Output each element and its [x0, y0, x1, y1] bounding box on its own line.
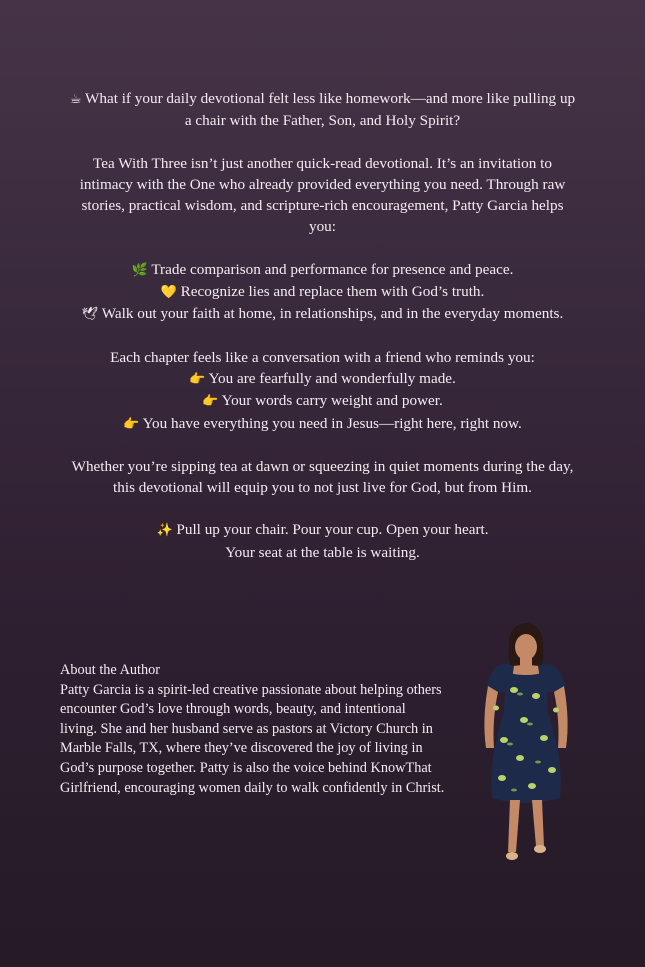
author-bio-line: Girlfriend, encouraging women daily to walk confidently in Christ.	[60, 779, 445, 796]
description-line: intimacy with the One who already provided everything you need. Through raw	[79, 175, 566, 193]
pointing-hand-icon: 👉	[202, 394, 219, 410]
author-bio-line: Marble Falls, TX, where they’ve discovered the joy of living in	[60, 740, 423, 757]
intro-line-1: ☕ What if your daily devotional felt less like homework—and more like pulling up	[69, 90, 576, 107]
tea-cup-icon: ☕	[69, 92, 82, 107]
book-blurb	[40, 88, 605, 563]
author-photo	[474, 620, 578, 870]
cta-line-1: ✨ Pull up your chair. Pour your cup. Open your heart.	[156, 521, 489, 539]
author-bio-line: Patty Garcia is a spirit-led creative passionate about helping others	[60, 681, 442, 698]
author-bio-line: God’s purpose together. Patty is also the voice behind KnowThat	[60, 759, 432, 776]
cta-line-2: Your seat at the table is waiting.	[225, 543, 420, 561]
pointing-hand-icon: 👉	[189, 371, 206, 387]
benefit-item: 🌿 Trade comparison and performance for presence and peace.	[131, 260, 514, 278]
closing-line: this devotional will equip you to not just live for God, but from Him.	[113, 479, 532, 497]
about-the-author	[60, 661, 465, 798]
author-bio-line: living. She and her husband serve as pastors at Victory Church in	[60, 720, 433, 737]
reminder-item: 👉 You have everything you need in Jesus—right here, right now.	[123, 414, 522, 432]
description-line: Tea With Three isn’t just another quick-read devotional. It’s an invitation to	[93, 154, 552, 172]
reminder-item: 👉 You are fearfully and wonderfully made.	[189, 369, 456, 387]
description-line: you:	[308, 218, 336, 236]
closing-line: Whether you’re sipping tea at dawn or squeezing in quiet moments during the day,	[71, 457, 574, 475]
benefit-item: 🕊 Walk out your faith at home, in relationships, and in the everyday moments.	[81, 305, 564, 323]
sparkles-icon: ✨	[156, 523, 173, 539]
pointing-hand-icon: 👉	[123, 416, 140, 432]
conversation-intro: Each chapter feels like a conversation with a friend who reminds you:	[110, 348, 535, 366]
author-heading: About the Author	[60, 662, 161, 678]
intro-line-2: a chair with the Father, Son, and Holy Spirit?	[184, 112, 461, 130]
herb-icon: 🌿	[131, 262, 148, 278]
author-bio-line: encounter God’s love through words, beauty, and intentional	[60, 701, 406, 718]
benefit-item: 💛 Recognize lies and replace them with God’s truth.	[160, 283, 485, 301]
yellow-heart-icon: 💛	[160, 285, 177, 301]
description-line: stories, practical wisdom, and scripture-rich encouragement, Patty Garcia helps	[81, 197, 564, 215]
reminder-item: 👉 Your words carry weight and power.	[202, 392, 443, 410]
dove-icon: 🕊	[81, 307, 99, 323]
